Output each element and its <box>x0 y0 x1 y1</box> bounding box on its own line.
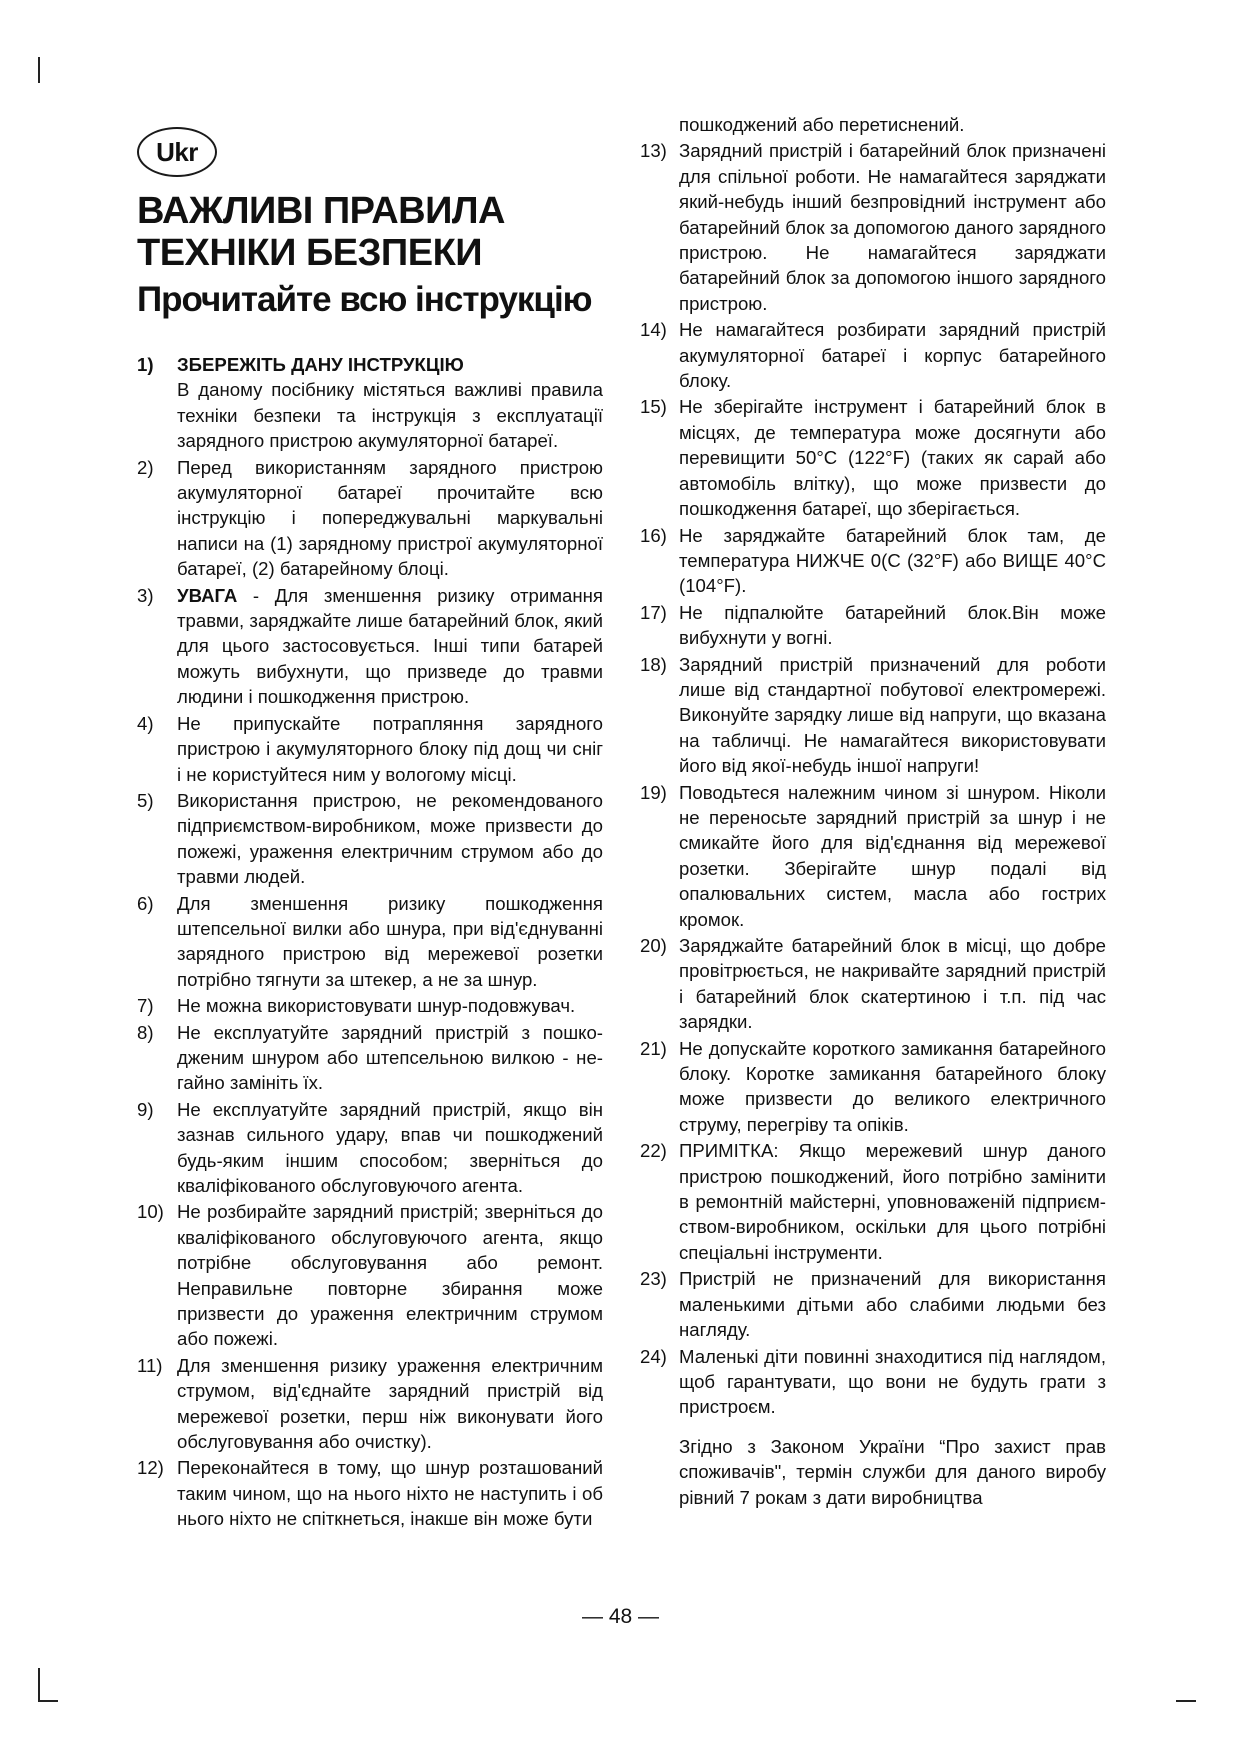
item-text: ПРИМІТКА: Якщо мережевий шнур даного пристрою пошкоджений, його потрібно замінити в ремонтній майстерні, уповноваженій підприєм-ством-виробником, оскільки для цього потрібні спеціальні інструменти. <box>679 1140 1106 1263</box>
item-text: - Для зменшення ризику отримання травми, заряджайте лише батарейний блок, який для цього застосовується. Інші типи батарей можуть вибухнути, що призведе до травми людини і пошкодження пристрою. <box>177 584 603 708</box>
item-number: 18) <box>640 653 667 675</box>
list-item <box>640 1036 1106 1138</box>
right-column <box>640 112 1106 1510</box>
item-number: 10) <box>137 1201 164 1223</box>
title-line-2: ТЕХНІКИ БЕЗПЕКИ <box>137 232 483 274</box>
item-text: Пристрій не призначений для використання маленькими дітьми або слабими людьми без нагляду. <box>679 1268 1106 1341</box>
item-text: Заряджайте батарейний блок в місці, що добре провітрюється, не накривайте зарядний пристрій і батарейний блок скатертиною і т.п. під час зарядки. <box>679 935 1106 1033</box>
crop-mark-bottom-left-vertical <box>38 1668 40 1702</box>
item-number: 24) <box>640 1345 667 1367</box>
item-text: Для зменшення ризику ураження електричним струмом, від'єднайте зарядний пристрій від мережевої розетки, перш ніж виконувати його обслуговування або очистку). <box>177 1354 603 1453</box>
item-text: Не припускайте потрапляння зарядного пристрою і акумуляторного блоку під дощ чи сніг і не користуйтеся ним у вологому місці. <box>177 712 603 785</box>
item-text: Не розбирайте зарядний пристрій; зверніться до кваліфікованого обслуговуючого агента, якщо потрібне обслуговування або ремонт. Неправильне повторне збирання може призвести до ураження електричним струмом або пожежі. <box>177 1201 603 1350</box>
crop-mark-bottom-left-horizontal <box>38 1700 58 1702</box>
service-life-note: Згідно з Законом України “Про захист прав споживачів", термін служби для даного виробу рівний 7 рокам з дати виробництва <box>679 1435 1106 1508</box>
crop-mark-top-left <box>38 57 40 83</box>
list-item <box>137 711 603 787</box>
page-number: — 48 — <box>581 1605 660 1628</box>
list-item <box>137 583 603 710</box>
list-item <box>137 1097 603 1199</box>
list-item <box>137 455 603 582</box>
item-text: Зарядний пристрій призначений для роботи лише від стандартної побутової електромережі. Виконуйте зарядку лише від напруги, що вказана на табличці. Не намагайтеся використовувати його від якої-небудь іншої напруги! <box>679 653 1106 777</box>
list-item <box>640 933 1106 1035</box>
item-text: Перед використанням зарядного пристрою акумуляторної батареї прочитайте всю інструкцію і попереджувальні маркувальні написи на (1) зарядному пристрої акумуляторної батареї, (2) батарейному блоці. <box>177 456 603 580</box>
list-item <box>137 993 603 1018</box>
item-text: Не намагайтеся розбирати зарядний пристрій акумуляторної батареї і корпус батарейного блоку. <box>679 319 1106 392</box>
item-number: 21) <box>640 1037 667 1059</box>
item-number: 19) <box>640 781 667 803</box>
item-text: Маленькі діти повинні знаходитися під наглядом, щоб гарантувати, що вони не будуть грати з пристроєм. <box>679 1345 1106 1418</box>
language-badge: Ukr <box>137 127 217 177</box>
page-number-value: 48 <box>608 1605 633 1628</box>
warning-label: УВАГА <box>177 584 238 606</box>
item-number: 4) <box>137 712 154 734</box>
item-number: 8) <box>137 1021 154 1043</box>
list-item <box>640 1344 1106 1420</box>
item-text: Не можна використовувати шнур-подовжувач. <box>177 995 576 1017</box>
item-number: 16) <box>640 524 667 546</box>
item-number: 6) <box>137 892 154 914</box>
item-text: Не допускайте короткого замикання батарейного блоку. Коротке замикання батарейного блоку може призвести до великого електричного струму, перегріву та опіків. <box>679 1037 1106 1135</box>
list-item <box>137 1020 603 1096</box>
item-number: 5) <box>137 789 154 811</box>
list-item <box>137 1455 603 1531</box>
item-text: В даному посібнику містяться важливі правила техніки безпеки та інструкція з експлуатації зарядного пристрою акумуляторної батареї. <box>177 379 603 452</box>
item-number: 20) <box>640 935 667 956</box>
item-text: Поводьтеся належним чином зі шнуром. Ніколи не переносьте зарядний пристрій за шнур і не смикайте його для від'єднання від мережевої розетки. Зберігайте шнур подалі від опалювальних систем, масла або гострих кромок. <box>679 781 1106 930</box>
list-item <box>137 1353 603 1455</box>
item-text: Не зберігайте інструмент і батарейний блок в місцях, де температура може досягнути або перевищити 50°C (122°F) (таких як сарай або автомобіль влітку), що може призвести до пошкодження батареї, що зберігається. <box>679 396 1106 520</box>
item-text: Не заряджайте батарейний блок там, де температура НИЖЧЕ 0(C (32°F) або ВИЩЕ 40°C (104°F). <box>679 524 1106 597</box>
item-number: 22) <box>640 1140 667 1162</box>
item-number: 17) <box>640 601 667 623</box>
list-item <box>640 138 1106 316</box>
item-number: 12) <box>137 1457 164 1479</box>
crop-mark-bottom-right <box>1176 1700 1196 1702</box>
list-item <box>640 523 1106 599</box>
list-item <box>640 394 1106 521</box>
item-text: Зарядний пристрій і батарейний блок призначені для спільної роботи. Не намагайтеся заряджати який-небудь інший безпровідний інструмент або батарейний блок за допомогою даного зарядного пристрою. Не намагайтеся заряджати батарейний блок за допомогою іншого зарядного пристрою. <box>679 140 1106 314</box>
continued-text: пошкоджений або перетиснений. <box>679 114 965 135</box>
list-item <box>640 1138 1106 1265</box>
left-column <box>137 352 603 1533</box>
item-number: 23) <box>640 1268 667 1290</box>
list-item <box>640 1266 1106 1342</box>
item-number: 13) <box>640 140 667 162</box>
item-number: 11) <box>137 1354 163 1376</box>
list-item <box>137 352 603 454</box>
item-number: 15) <box>640 396 667 418</box>
item-number: 9) <box>137 1098 154 1120</box>
item-text: Не експлуатуйте зарядний пристрій з пошко-дженим шнуром або штепсельною вилкою - не-гайно замініть їх. <box>177 1021 603 1094</box>
item-number: 14) <box>640 319 667 341</box>
item-heading: ЗБЕРЕЖІТЬ ДАНУ ІНСТРУКЦІЮ <box>177 354 464 375</box>
list-item <box>137 1199 603 1351</box>
item-text: Не підпалюйте батарейний блок.Він може вибухнути у вогні. <box>679 601 1106 649</box>
list-item <box>137 891 603 993</box>
item-text: Для зменшення ризику пошкодження штепсельної вилки або шнура, при від'єднуванні зарядного пристрою від мережевої розетки потрібно тягнути за штекер, а не за шнур. <box>177 892 603 990</box>
page-title <box>137 190 627 274</box>
title-line-1: ВАЖЛИВІ ПРАВИЛА <box>137 190 505 232</box>
list-item <box>640 780 1106 932</box>
list-item <box>640 317 1106 393</box>
list-item <box>640 652 1106 779</box>
item-number: 3) <box>137 584 154 606</box>
list-item <box>640 600 1106 651</box>
item-number: 7) <box>137 995 154 1017</box>
page-subtitle: Прочитайте всю інструкцію <box>137 280 592 319</box>
item-number: 2) <box>137 456 154 478</box>
item-number: 1) <box>137 354 154 375</box>
list-item <box>137 788 603 890</box>
item-text: Використання пристрою, не рекомендованого підприємством-виробником, може призвести до пожежі, ураження електричним струмом або до травми людей. <box>177 789 603 888</box>
item-text: Не експлуатуйте зарядний пристрій, якщо він зазнав сильного удару, впав чи пошкоджений будь-яким іншим способом; зверніться до кваліфікованого обслуговуючого агента. <box>177 1098 603 1196</box>
item-text: Переконайтеся в тому, що шнур розташований таким чином, що на нього ніхто не наступить і об нього ніхто не спіткнеться, інакше він може бути <box>177 1457 603 1530</box>
